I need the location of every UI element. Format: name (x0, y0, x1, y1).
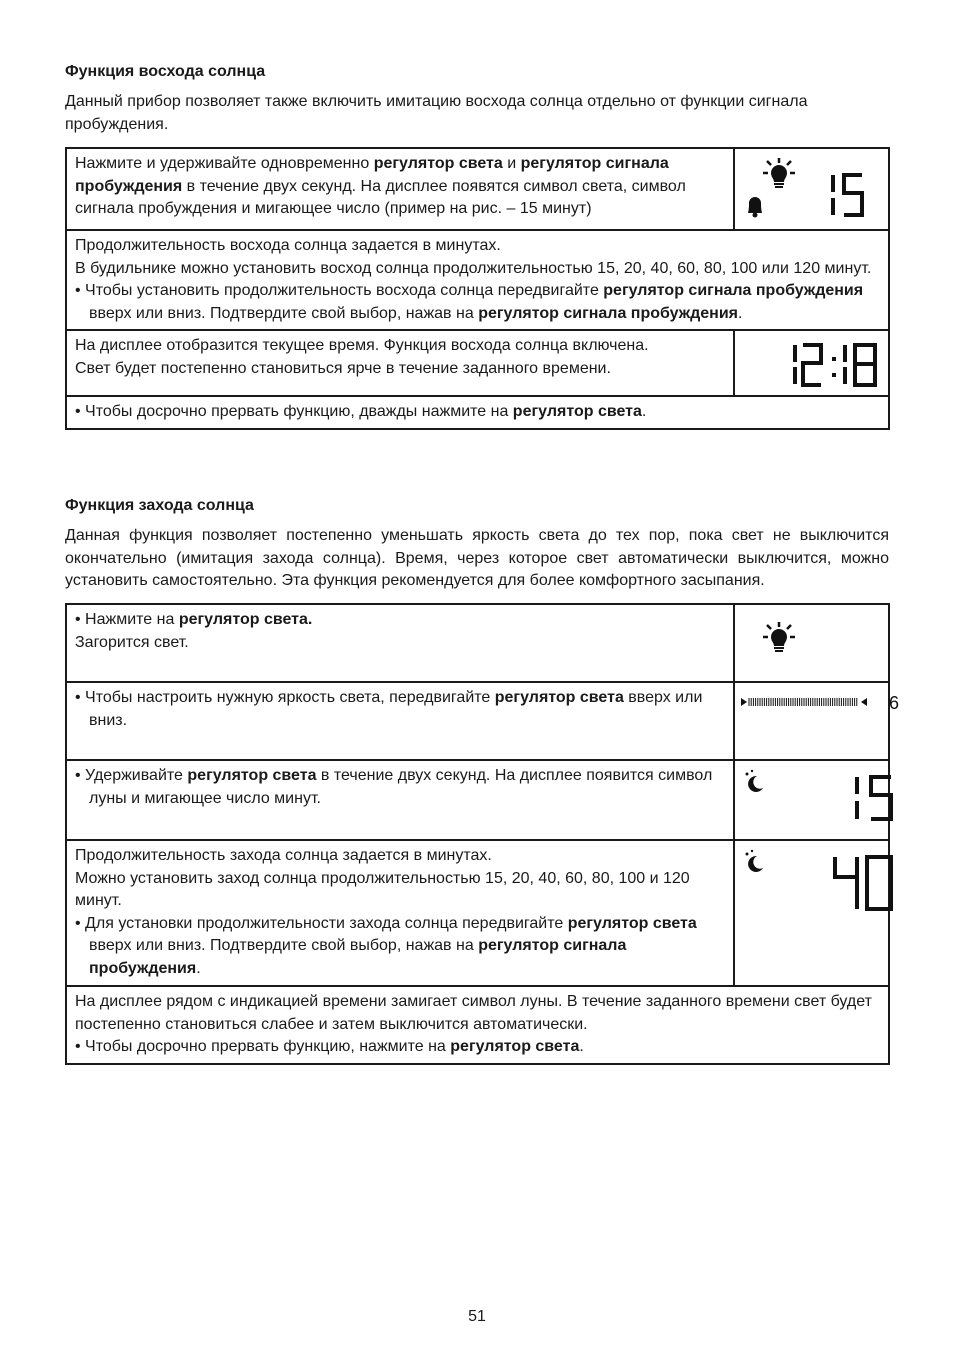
text: Нажмите и удерживайте одновременно (75, 155, 374, 172)
lcd-digits (833, 175, 862, 215)
sunrise-row-3-text (66, 330, 734, 396)
sunset-row-1 (66, 604, 889, 682)
light-regulator-label: регулятор света (512, 403, 642, 420)
text-line: Свет будет постепенно становиться ярче в течение заданного времени. (75, 359, 611, 377)
sunrise-row-4-text (66, 396, 889, 429)
sunset-row-4 (66, 840, 889, 986)
lcd-display (735, 149, 901, 229)
alarm-regulator-label: регулятор сигнала пробуждения (75, 155, 669, 195)
lcd-digits (857, 777, 891, 819)
light-regulator-label: регулятор света (373, 155, 503, 172)
sunset-row-3-text (66, 760, 734, 840)
moon-stars-icon (746, 770, 764, 792)
sunset-heading: Функция захода солнца (65, 497, 254, 514)
lcd-display (735, 761, 901, 839)
text-line: Продолжительность захода солнца задается в минутах. (75, 847, 492, 864)
text: вверх или вниз. (89, 689, 703, 729)
alarm-regulator-label: регулятор сигнала пробуждения (89, 937, 627, 977)
text: и (502, 155, 521, 172)
moon-stars-icon (746, 850, 764, 872)
text: вверх или вниз. Подтвердите свой выбор, нажав на (89, 937, 479, 954)
sunrise-heading: Функция восхода солнца (65, 63, 266, 80)
sunrise-row-2 (66, 230, 889, 330)
lcd-display (735, 331, 901, 395)
light-bulb-icon (763, 158, 795, 188)
text-line: На дисплее отобразится текущее время. Функция восхода солнца включена. (75, 337, 649, 354)
sunset-row-2-text (66, 682, 734, 760)
text-line: На дисплее рядом с индикацией времени замигает символ луны. В течение заданного времени свет будет постепенно становиться слабее и затем выключится автоматически. (75, 993, 872, 1033)
text: • Чтобы досрочно прервать функцию, дважды нажмите на (75, 403, 513, 420)
sunrise-row-2-text (66, 230, 889, 330)
sunrise-display-2 (734, 330, 889, 396)
sunset-intro: Данная функция позволяет постепенно уменьшать яркость света до тех пор, пока свет не выключится окончательно (имитация захода солнца). Время, через которое свет автоматически выключится, можно установить самостоятельно. Эта функция рекомендуется для более комфортного засыпания. (65, 527, 889, 589)
text: . (738, 304, 743, 322)
text: . (579, 1038, 584, 1055)
sunset-row-1-text (66, 604, 734, 682)
sunset-display-3 (734, 760, 889, 840)
lcd-display (735, 605, 901, 681)
text: в течение двух секунд. На дисплее появятся символ света, символ сигнала пробуждения и мигающее число (пример на рис. – 15 минут) (75, 177, 686, 217)
text: • Для установки продолжительности захода солнца передвигайте (75, 914, 568, 932)
brightness-level: 6 (889, 693, 900, 713)
text: • Нажмите на (75, 611, 179, 628)
bell-icon (748, 197, 762, 218)
text-line: В будильнике можно установить восход солнца продолжительностью 15, 20, 40, 60, 80, 100 или 120 минут. (75, 259, 872, 277)
brightness-bar-icon (741, 698, 867, 706)
light-regulator-label: регулятор света (450, 1038, 580, 1055)
text: . (196, 959, 201, 977)
lcd-display (735, 841, 901, 985)
light-regulator-label: регулятор света (567, 914, 697, 932)
text-line: Можно установить заход солнца продолжительностью 15, 20, 40, 60, 80, 100 и 120 минут. (75, 869, 690, 909)
text: • Чтобы досрочно прервать функцию, нажмите на (75, 1038, 451, 1055)
light-regulator-label: регулятор света (494, 689, 624, 706)
sunset-row-2 (66, 682, 889, 760)
light-bulb-icon (763, 622, 795, 652)
sunset-display-2 (734, 682, 900, 760)
text: вверх или вниз. Подтвердите свой выбор, нажав на (89, 304, 479, 322)
lcd-digits (835, 857, 891, 909)
light-regulator-label: регулятор света. (178, 611, 313, 628)
lcd-digits (795, 345, 875, 385)
sunset-display-1 (734, 604, 889, 682)
sunset-row-5 (66, 986, 889, 1064)
alarm-regulator-label: регулятор сигнала пробуждения (603, 282, 864, 299)
sunset-row-5-text (66, 986, 889, 1064)
sunrise-table (65, 147, 890, 430)
sunset-display-4 (734, 840, 889, 986)
sunrise-row-3 (66, 330, 889, 396)
text: . (641, 403, 647, 420)
bullet-item (75, 280, 880, 325)
text: в течение двух секунд. На дисплее появится символ луны и мигающее число минут. (89, 767, 713, 807)
sunrise-row-4 (66, 396, 889, 429)
bullet-item (75, 913, 725, 981)
light-regulator-label: регулятор света (187, 767, 317, 784)
sunrise-row-1 (66, 148, 889, 230)
sunset-table (65, 603, 900, 1065)
text-line: Продолжительность восхода солнца задается в минутах. (75, 237, 501, 254)
sunrise-display-1 (734, 148, 889, 230)
text: • Удерживайте (75, 767, 188, 784)
page-number: 51 (468, 1308, 486, 1325)
text: • Чтобы установить продолжительность восхода солнца передвигайте (75, 282, 604, 299)
sunrise-intro: Данный прибор позволяет также включить имитацию восхода солнца отдельно от функции сигнала пробуждения. (65, 93, 808, 133)
text: • Чтобы настроить нужную яркость света, передвигайте (75, 689, 495, 706)
sunset-row-3 (66, 760, 889, 840)
sunset-row-4-text (66, 840, 734, 986)
lcd-display (735, 683, 901, 759)
alarm-regulator-label: регулятор сигнала пробуждения (478, 304, 739, 322)
sunrise-row-1-text (66, 148, 734, 230)
text-line: Загорится свет. (75, 633, 189, 651)
